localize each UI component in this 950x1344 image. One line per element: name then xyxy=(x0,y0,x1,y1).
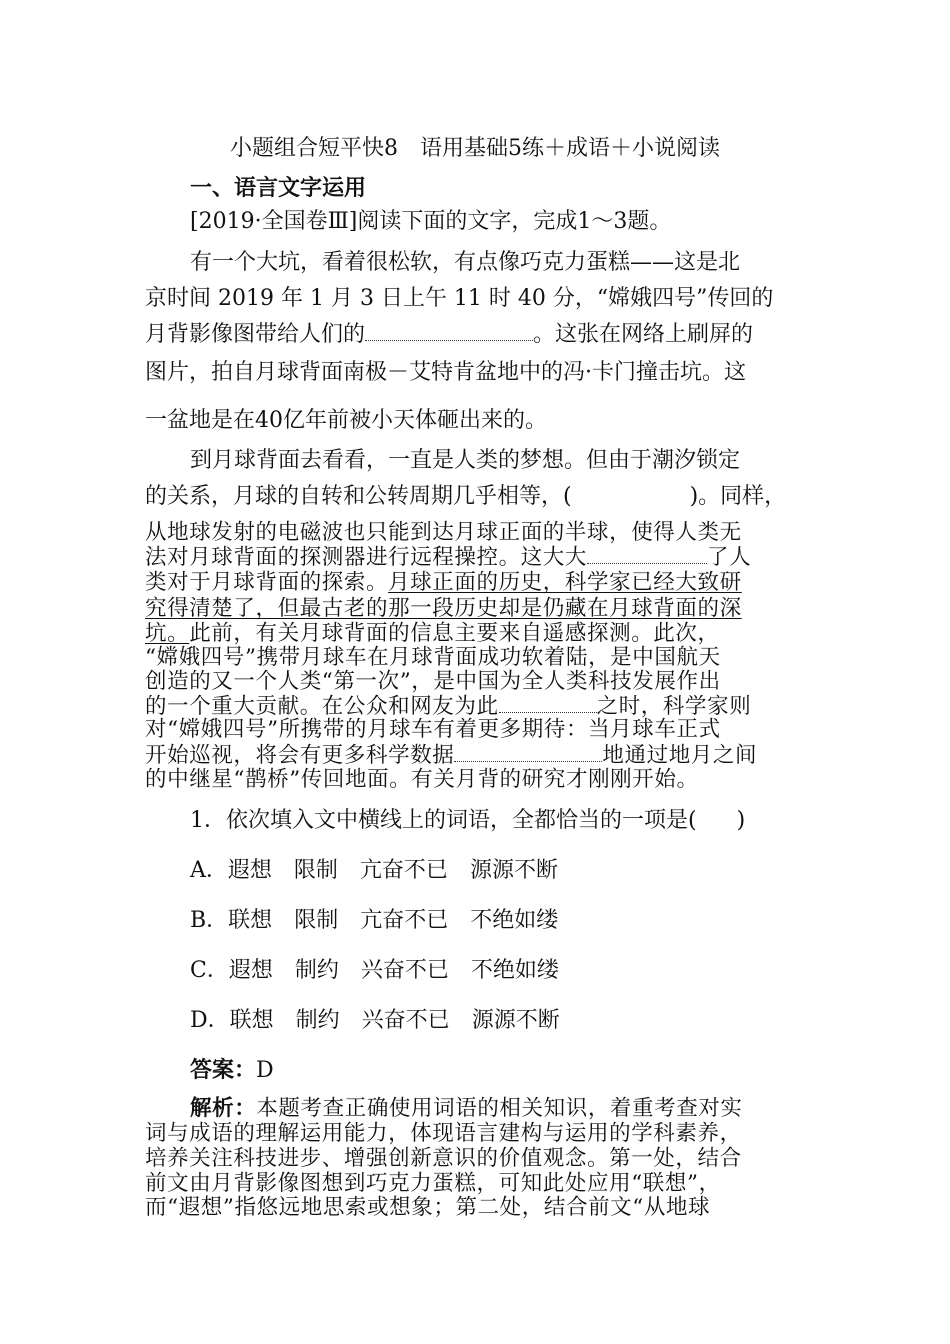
option-label: B． xyxy=(190,908,229,933)
option-word: 不绝如缕 xyxy=(470,908,559,933)
passage-line: 京时间 2019 年 1 月 3 日上午 11 时 40 分，“嫦娥四号”传回的 xyxy=(145,286,774,311)
fill-blank-1 xyxy=(365,322,533,341)
passage-text: 类对于月球背面的探索。 xyxy=(145,570,389,595)
fill-blank-3 xyxy=(499,694,597,713)
passage-line: 一盆地是在40亿年前被小天体砸出来的。 xyxy=(145,408,547,433)
passage-line xyxy=(145,482,805,512)
option-word: 不绝如缕 xyxy=(470,958,559,983)
option-label: C． xyxy=(190,958,229,983)
option-b xyxy=(190,906,850,936)
passage-line: 对“嫦娥四号”所携带的月球车有着更多期待：当月球车正式 xyxy=(145,717,721,742)
passage-text: 的一个重大贡献。在公众和网友为此 xyxy=(145,694,499,719)
intro-text: [2019·全国卷Ⅲ]阅读下面的文字，完成1～3题。 xyxy=(190,209,672,234)
option-word: 亢奋不已 xyxy=(360,908,449,933)
option-word: 限制 xyxy=(293,858,338,883)
passage-text: )。同样， xyxy=(689,484,787,509)
passage-line xyxy=(145,743,805,768)
option-a xyxy=(190,856,850,886)
option-word: 限制 xyxy=(294,908,339,933)
analysis-label: 解析： xyxy=(190,1096,257,1121)
passage-line xyxy=(145,622,805,646)
option-c xyxy=(190,956,850,986)
fill-blank-2 xyxy=(587,545,707,564)
underlined-sentence: 坑。 xyxy=(145,621,190,646)
analysis-line: 前文由月背影像图想到巧克力蛋糕，可知此处应用“联想”， xyxy=(145,1171,721,1196)
passage-line: 到月球背面去看看，一直是人类的梦想。但由于潮汐锁定 xyxy=(190,448,741,473)
passage-line xyxy=(145,545,805,570)
passage-text: 开始巡视，将会有更多科学数据 xyxy=(145,743,455,768)
option-word: 兴奋不已 xyxy=(360,958,449,983)
answer-line xyxy=(190,1056,850,1086)
passage-line xyxy=(145,571,805,595)
option-label: A． xyxy=(190,858,228,883)
passage-line xyxy=(145,694,805,719)
question-text: 1．依次填入文中横线上的词语，全都恰当的一项是( xyxy=(190,808,697,833)
option-word: 遐想 xyxy=(228,958,273,983)
option-word: 制约 xyxy=(294,958,339,983)
passage-line xyxy=(145,320,805,350)
passage-line: 创造的又一个人类“第一次”，是中国为全人类科技发展作出 xyxy=(145,669,721,694)
passage-line: 有一个大坑，看着很松软，有点像巧克力蛋糕——这是北 xyxy=(190,250,741,275)
analysis-line xyxy=(190,1097,805,1121)
answer-label: 答案： xyxy=(190,1058,257,1083)
analysis-line: 而“遐想”指悠远地思索或想象；第二处，结合前文“从地球 xyxy=(145,1195,711,1220)
passage-line: 的中继星“鹊桥”传回地面。有关月背的研究才刚刚开始。 xyxy=(145,767,699,792)
passage-text: 地通过地月之间 xyxy=(602,743,758,768)
option-word: 联想 xyxy=(228,908,273,933)
passage-text: 法对月球背面的探测器进行远程操控。这大大 xyxy=(145,545,588,570)
answer-value: D xyxy=(256,1058,274,1083)
passage-text: 。这张在网络上刷屏的 xyxy=(533,322,754,347)
passage-line: “嫦娥四号”携带月球车在月球背面成功软着陆，是中国航天 xyxy=(145,645,721,670)
passage-line: 从地球发射的电磁波也只能到达月球正面的半球，使得人类无 xyxy=(145,520,742,545)
option-word: 遐想 xyxy=(227,858,272,883)
passage-text: 月背影像图带给人们的 xyxy=(145,322,366,347)
option-label: D． xyxy=(190,1008,230,1033)
page-title: 小题组合短平快8 语用基础5练＋成语＋小说阅读 xyxy=(230,136,720,161)
analysis-text: 本题考查正确使用词语的相关知识，着重考查对实 xyxy=(256,1096,743,1121)
analysis-line: 培养关注科技进步、增强创新意识的价值观念。第一处，结合 xyxy=(145,1146,742,1171)
passage-text: 之时，科学家则 xyxy=(596,694,752,719)
option-word: 源源不断 xyxy=(469,858,558,883)
passage-text: 此前，有关月球背面的信息主要来自遥感探测。此次， xyxy=(189,621,720,646)
passage-text: 的关系，月球的自转和公转周期几乎相等，( xyxy=(145,484,572,509)
option-word: 兴奋不已 xyxy=(361,1008,450,1033)
question-stem xyxy=(190,806,850,836)
option-word: 亢奋不已 xyxy=(359,858,448,883)
option-word: 联想 xyxy=(229,1008,274,1033)
option-d xyxy=(190,1006,850,1036)
option-word: 源源不断 xyxy=(471,1008,560,1033)
section-heading: 一、语言文字运用 xyxy=(190,176,367,201)
option-word: 制约 xyxy=(295,1008,340,1033)
underlined-sentence: 月球正面的历史，科学家已经大致研 xyxy=(388,570,742,595)
passage-text: 了人 xyxy=(707,545,752,570)
passage-line: 图片，拍自月球背面南极－艾特肯盆地中的冯·卡门撞击坑。这 xyxy=(145,360,746,385)
underlined-sentence: 究得清楚了，但最古老的那一段历史却是仍藏在月球背面的深 xyxy=(145,596,742,621)
analysis-line: 词与成语的理解运用能力，体现语言建构与运用的学科素养， xyxy=(145,1121,742,1146)
question-text: ) xyxy=(736,808,746,833)
fill-blank-4 xyxy=(454,743,602,762)
